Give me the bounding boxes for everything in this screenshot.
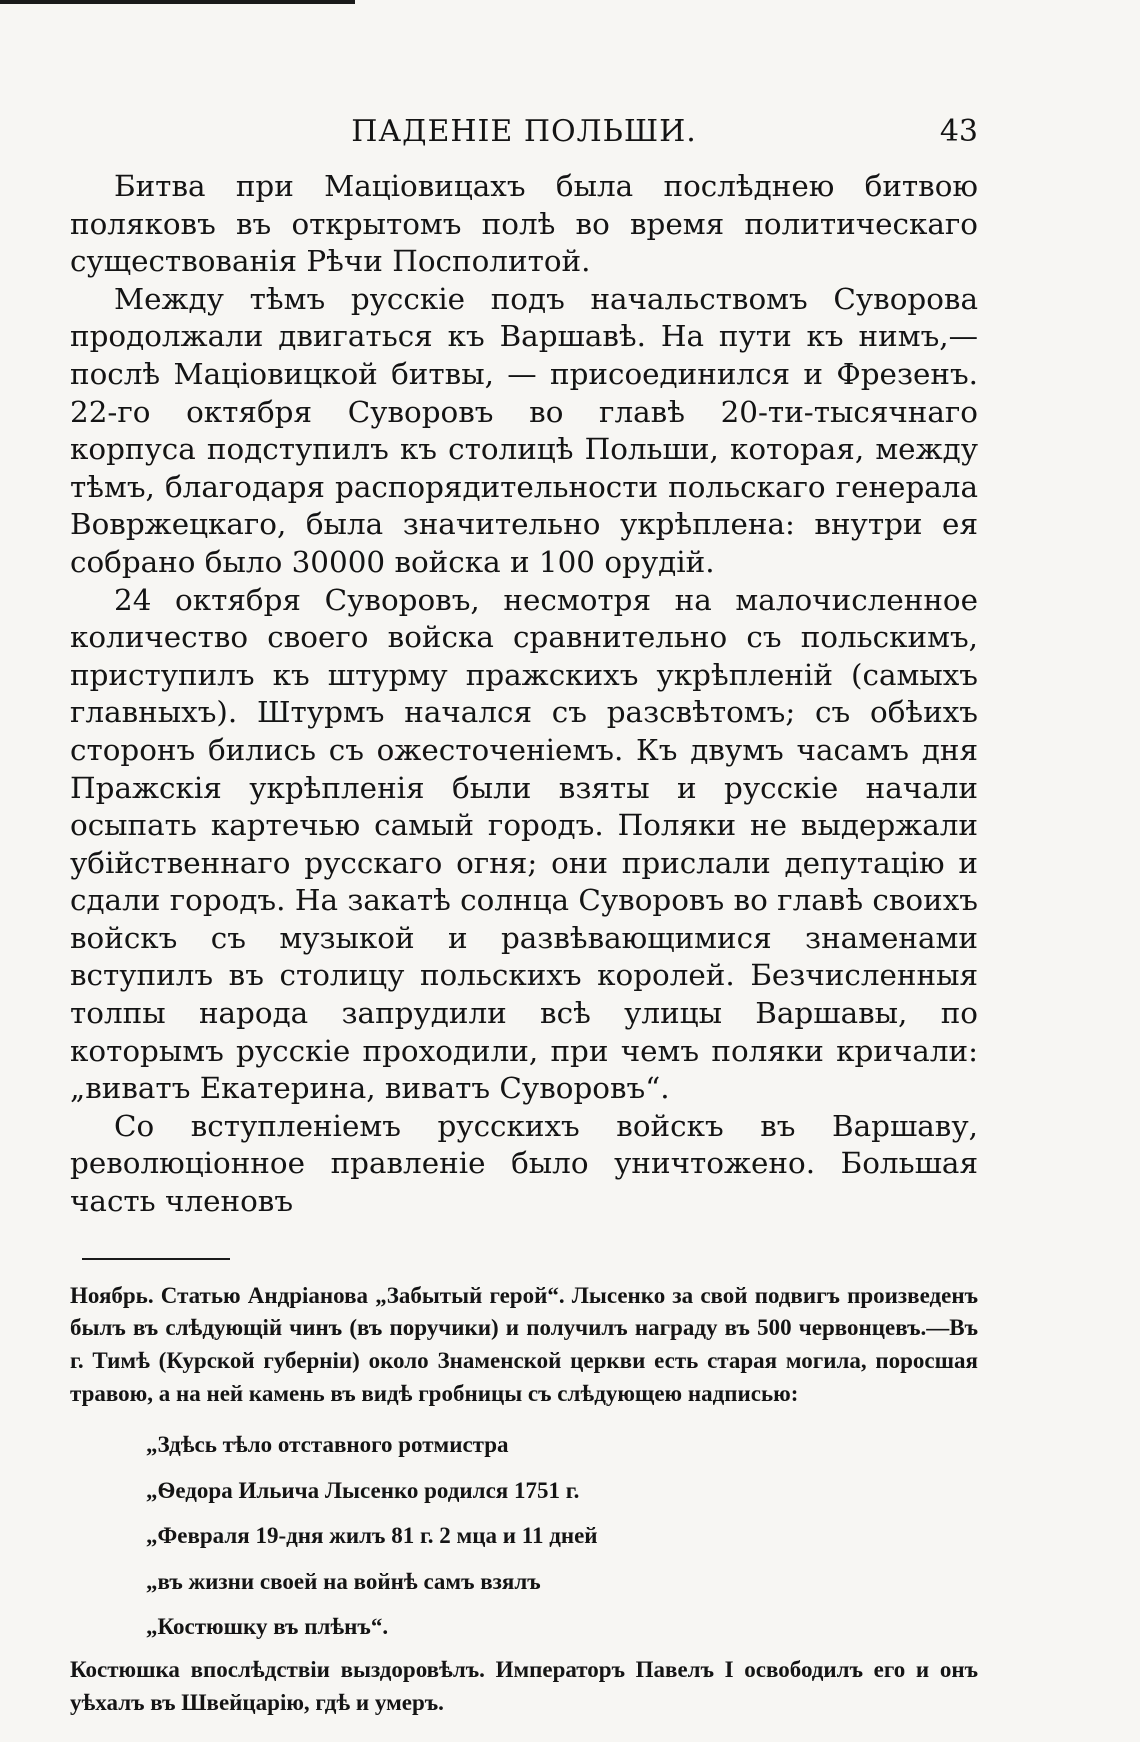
inscription-line: „въ жизни своей на войнѣ самъ взялъ: [146, 1568, 541, 1594]
running-title: ПАДЕНІЕ ПОЛЬШИ.: [351, 114, 697, 149]
inscription-line: „Костюшку въ плѣнъ“.: [146, 1614, 389, 1640]
inscription-line: „Здѣсь тѣло отставного ротмистра: [146, 1432, 509, 1458]
main-text: [70, 168, 978, 1221]
top-rule: [0, 0, 355, 4]
book-page: [70, 100, 978, 1719]
footnote: [70, 1280, 978, 1720]
paragraph: 24 октября Суворовъ, несмотря на малочисленное количество своего войска сравнительно съ польскимъ, приступилъ къ штурму пражскихъ укрѣпленій (самыхъ главныхъ). Штурмъ начался съ разсвѣтомъ; съ обѣихъ сторонъ бились съ ожесточеніемъ. Къ двумъ часамъ дня Пражскія укрѣпленія были взяты и русскіе начали осыпать картечью самый городъ. Поляки не выдержали убійственнаго русскаго огня; они прислали депутацію и сдали городъ. На закатѣ солнца Суворовъ во главѣ своихъ войскъ съ музыкой и развѣвающимися знаменами вступилъ въ столицу польскихъ королей. Безчисленныя толпы народа запрудили всѣ улицы Варшавы, по которымъ русскіе проходили, при чемъ поляки кричали: „виватъ Екатерина, виватъ Суворовъ“.: [70, 582, 978, 1106]
footnote-separator: [82, 1258, 230, 1260]
page-header: [70, 100, 978, 160]
inscription-line: „Ѳедора Ильича Лысенко родился 1751 г.: [146, 1477, 580, 1503]
paragraph: Между тѣмъ русскіе подъ начальствомъ Суворова продолжали двигаться къ Варшавѣ. На пути къ нимъ,—послѣ Маціовицкой битвы, — присоединился и Фрезенъ. 22-го октября Суворовъ во главѣ 20-ти-тысячнаго корпуса подступилъ къ столицѣ Польши, которая, между тѣмъ, благодаря распорядительности польскаго генерала Вовржецкаго, была значительно укрѣплена: внутри ея собрано было 30000 войска и 100 орудій.: [70, 281, 978, 579]
footnote-outro: Костюшка впослѣдствіи выздоровѣлъ. Императоръ Павелъ I освободилъ его и онъ уѣхалъ въ Швейцарію, гдѣ и умеръ.: [70, 1656, 978, 1715]
paragraph: Битва при Маціовицахъ была послѣднею битвою поляковъ въ открытомъ полѣ во время политическаго существованія Рѣчи Посполитой.: [70, 169, 978, 279]
inscription-line: „Февраля 19-дня жилъ 81 г. 2 мца и 11 дней: [146, 1523, 598, 1549]
page-number: 43: [939, 114, 978, 149]
paragraph: Со вступленіемъ русскихъ войскъ въ Варшаву, революціонное правленіе было уничтожено. Большая часть членовъ: [70, 1108, 978, 1219]
inscription: [146, 1422, 978, 1650]
footnote-intro: Ноябрь. Статью Андріанова „Забытый герой“. Лысенко за свой подвигъ произведенъ былъ въ слѣдующій чинъ (въ поручики) и получилъ награду въ 500 червонцевъ.—Въ г. Тимѣ (Курской губерніи) около Знаменской церкви есть старая могила, поросшая травою, а на ней камень въ видѣ гробницы съ слѣдующею надписью:: [70, 1282, 978, 1406]
